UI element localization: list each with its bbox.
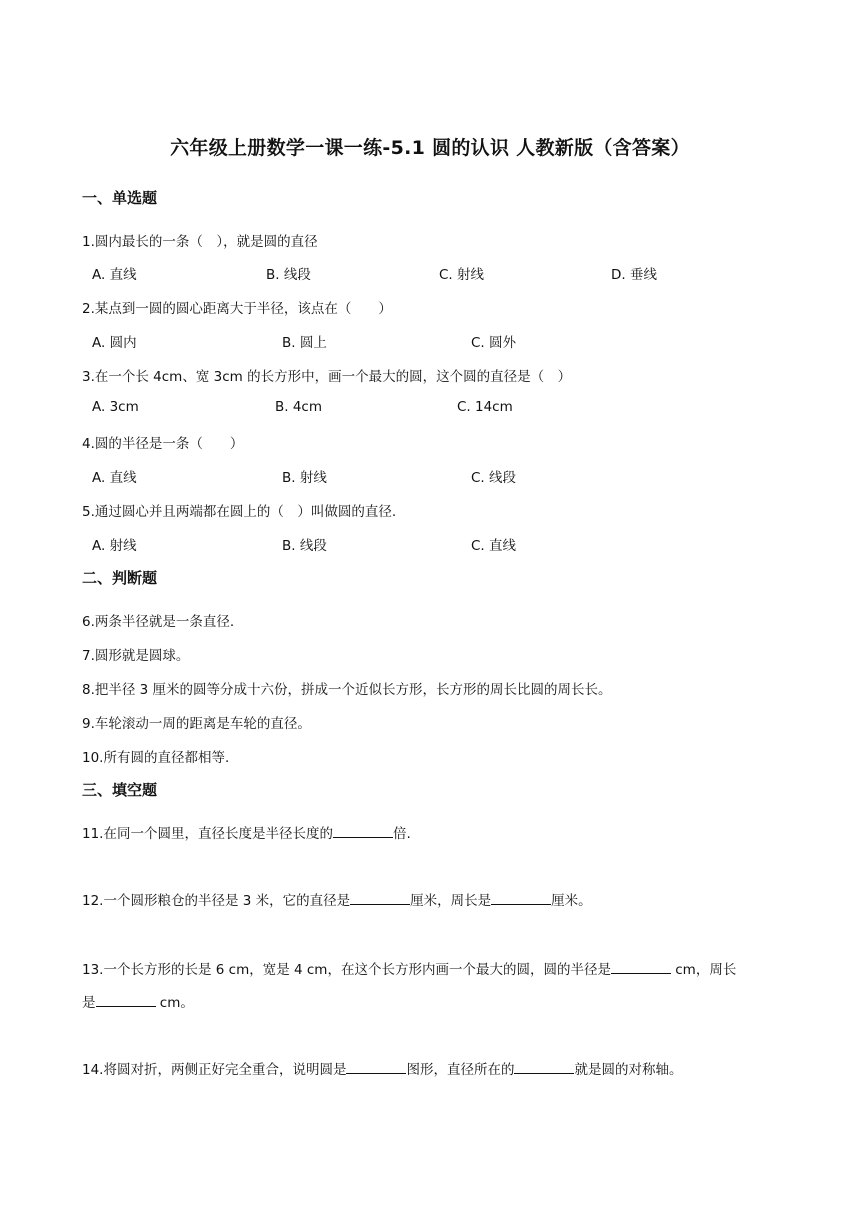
question-13-line-2 [82,991,194,1011]
question-12-text-a: 12.一个圆形粮仓的半径是 3 米，它的直径是 [82,893,351,909]
question-11-text-b: 倍. [392,826,411,842]
question-10: 10.所有圆的直径都相等. [82,750,230,766]
option-a: A. 射线 [92,538,137,554]
question-14-text-a: 14.将圆对折，两侧正好完全重合，说明圆是 [82,1062,347,1078]
question-13-text-d: cm。 [155,995,194,1011]
option-a: A. 圆内 [92,335,137,351]
answer-blank[interactable] [491,890,551,905]
section-heading-fill-in: 三、填空题 [82,781,158,799]
page-title: 六年级上册数学一课一练-5.1 圆的认识 人教新版（含答案） [170,137,690,159]
answer-blank[interactable] [350,890,410,905]
option-b: B. 线段 [282,538,327,554]
option-c: C. 圆外 [471,335,517,351]
answer-blank[interactable] [611,959,671,974]
question-3: 3.在一个长 4cm、宽 3cm 的长方形中，画一个最大的圆，这个圆的直径是（ ） [82,369,572,385]
section-heading-single-choice: 一、单选题 [82,189,158,207]
question-13-text-c: 是 [82,995,96,1011]
question-4: 4.圆的半径是一条（ ） [82,436,244,452]
option-b: B. 圆上 [282,335,327,351]
option-c: C. 直线 [471,538,517,554]
question-5: 5.通过圆心并且两端都在圆上的（ ）叫做圆的直径. [82,504,397,520]
answer-blank[interactable] [514,1059,574,1074]
question-13-text-a: 13.一个长方形的长是 6 cm，宽是 4 cm，在这个长方形内画一个最大的圆，圆的半径是 [82,962,611,978]
question-13-text-b: cm，周长 [670,962,737,978]
question-6: 6.两条半径就是一条直径. [82,614,235,630]
option-b: B. 线段 [266,267,311,283]
option-a: A. 直线 [92,267,137,283]
question-2: 2.某点到一圆的圆心距离大于半径，该点在（ ） [82,301,392,317]
option-c: C. 线段 [471,470,517,486]
option-b: B. 射线 [282,470,327,486]
option-d: D. 垂线 [611,267,657,283]
question-12-text-c: 厘米。 [551,893,592,909]
question-11 [82,822,411,842]
question-7: 7.圆形就是圆球。 [82,648,190,664]
option-c: C. 射线 [439,267,485,283]
option-c: C. 14cm [457,399,513,415]
option-a: A. 直线 [92,470,137,486]
question-9: 9.车轮滚动一周的距离是车轮的直径。 [82,716,311,732]
question-8: 8.把半径 3 厘米的圆等分成十六份，拼成一个近似长方形，长方形的周长比圆的周长长。 [82,682,612,698]
question-14-text-c: 就是圆的对称轴。 [574,1062,683,1078]
question-14-text-b: 图形，直径所在的 [406,1062,515,1078]
answer-blank[interactable] [96,992,156,1007]
option-b: B. 4cm [275,399,323,415]
answer-blank[interactable] [346,1059,406,1074]
question-12 [82,889,592,909]
question-14 [82,1058,682,1078]
answer-blank[interactable] [333,823,393,838]
option-a: A. 3cm [92,399,139,415]
section-heading-true-false: 二、判断题 [82,569,158,587]
question-12-text-b: 厘米，周长是 [410,893,492,909]
question-13-line-1 [82,958,736,978]
question-1: 1.圆内最长的一条（ ），就是圆的直径 [82,234,318,250]
question-11-text-a: 11.在同一个圆里，直径长度是半径长度的 [82,826,333,842]
